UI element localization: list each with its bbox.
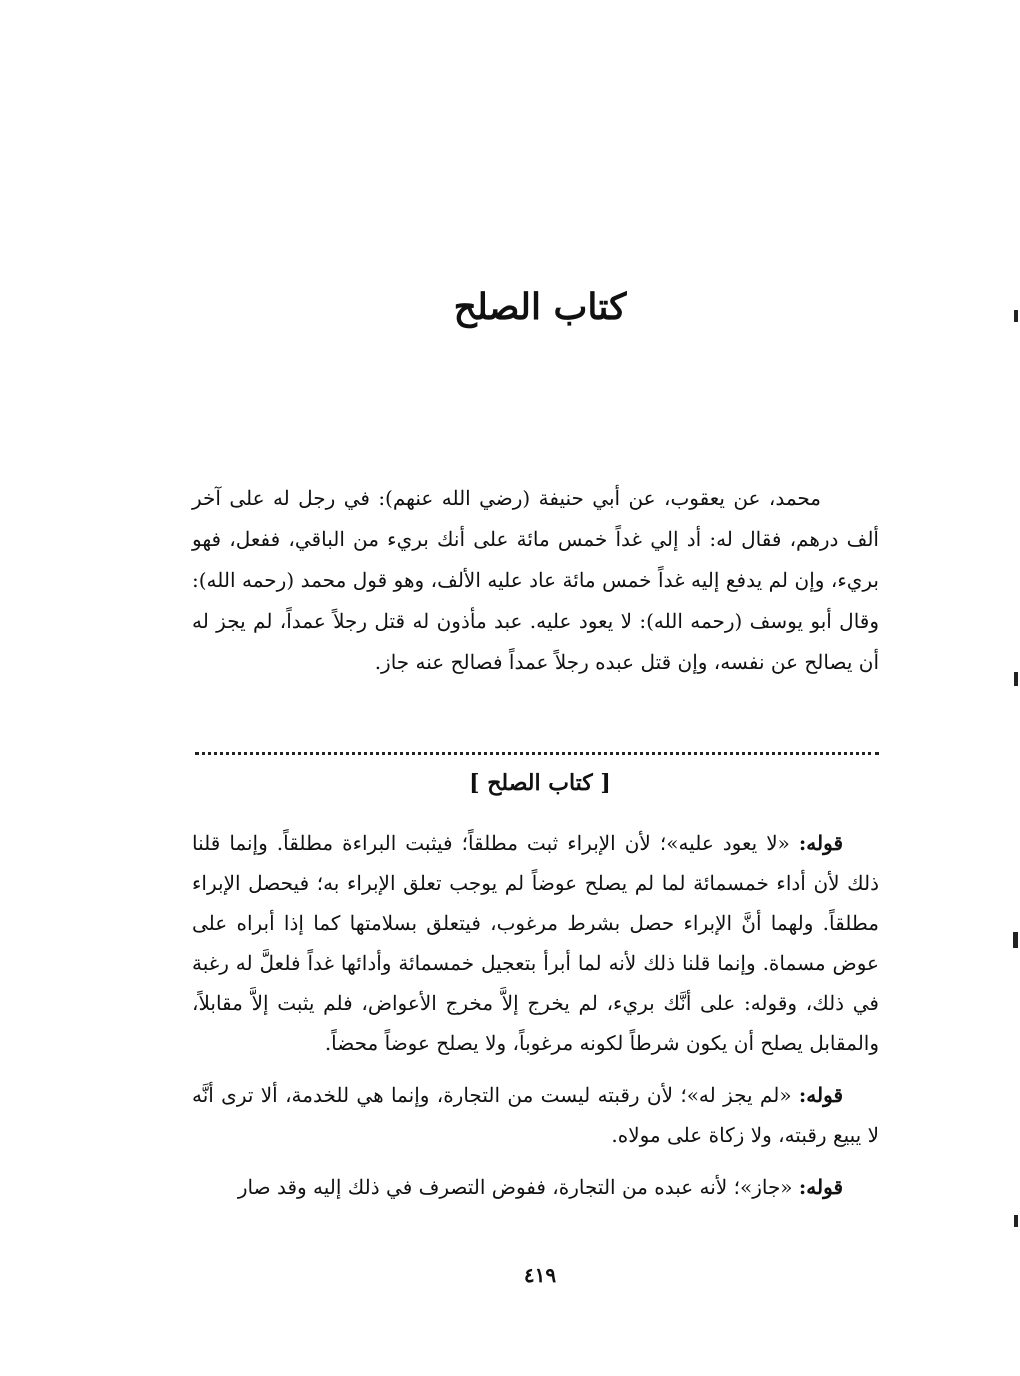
dotted-divider — [195, 752, 879, 755]
commentary-lead: قوله: — [798, 1175, 843, 1199]
commentary-lead: قوله: — [798, 1083, 844, 1107]
main-paragraph: محمد، عن يعقوب، عن أبي حنيفة (رضي الله عنهم): في رجل له على آخر ألف درهم، فقال له: أد إلي غداً خمس مائة على أنك بريء من الباقي، ففعل، فهو بريء، وإن لم يدفع إليه غداً خمس مائة عاد عليه الألف، وهو قول محمد (رحمه الله): وقال أبو يوسف (رحمه الله): لا يعود عليه. عبد مأذون له قتل رجلاً عمداً، لم يجز له أن يصالح عن نفسه، وإن قتل عبده رجلاً عمداً فصالح عنه جاز. — [192, 486, 879, 674]
commentary-text: «لا يعود عليه»؛ لأن الإبراء ثبت مطلقاً؛ فيثبت البراءة مطلقاً. وإنما قلنا ذلك لأن أداء خمسمائة لما لم يصلح عوضاً لم يوجب تعلق الإبراء به؛ فيحصل الإبراء مطلقاً. ولهما أنَّ الإبراء حصل بشرط مرغوب، فيتعلق بسلامتها كما إذا أبراه على عوض مسماة. وإنما قلنا ذلك لأنه لما أبرأ بتعجيل خمسمائة وأدائها غداً فلعلَّ له رغبة في ذلك، وقوله: على أنَّك بريء، لم يخرج إلاَّ مخرج الأعواض، فلم يثبت إلاَّ مقابلاً، والمقابل يصلح أن يكون شرطاً لكونه مرغوباً، ولا يصلح عوضاً محضاً. — [192, 831, 879, 1055]
scan-edge-mark — [1013, 932, 1018, 948]
commentary-text: «لم يجز له»؛ لأن رقبته ليست من التجارة، وإنما هي للخدمة، ألا ترى أنَّه لا يبيع رقبته، ولا زكاة على مولاه. — [192, 1083, 879, 1147]
page-number: ٤١٩ — [523, 1263, 557, 1287]
scan-edge-mark — [1014, 1215, 1018, 1227]
commentary-paragraph — [192, 1075, 879, 1155]
commentary-paragraph — [192, 823, 879, 1063]
commentary-lead: قوله: — [798, 831, 844, 855]
main-text — [192, 478, 879, 683]
scan-edge-mark — [1014, 672, 1018, 686]
commentary-text: «جاز»؛ لأنه عبده من التجارة، ففوض التصرف في ذلك إليه وقد صار — [237, 1175, 793, 1199]
commentary-paragraph — [192, 1167, 879, 1207]
chapter-title: كتاب الصلح — [453, 286, 627, 328]
section-title: [ كتاب الصلح ] — [469, 770, 611, 796]
commentary — [192, 823, 879, 1219]
scan-edge-mark — [1014, 310, 1018, 322]
